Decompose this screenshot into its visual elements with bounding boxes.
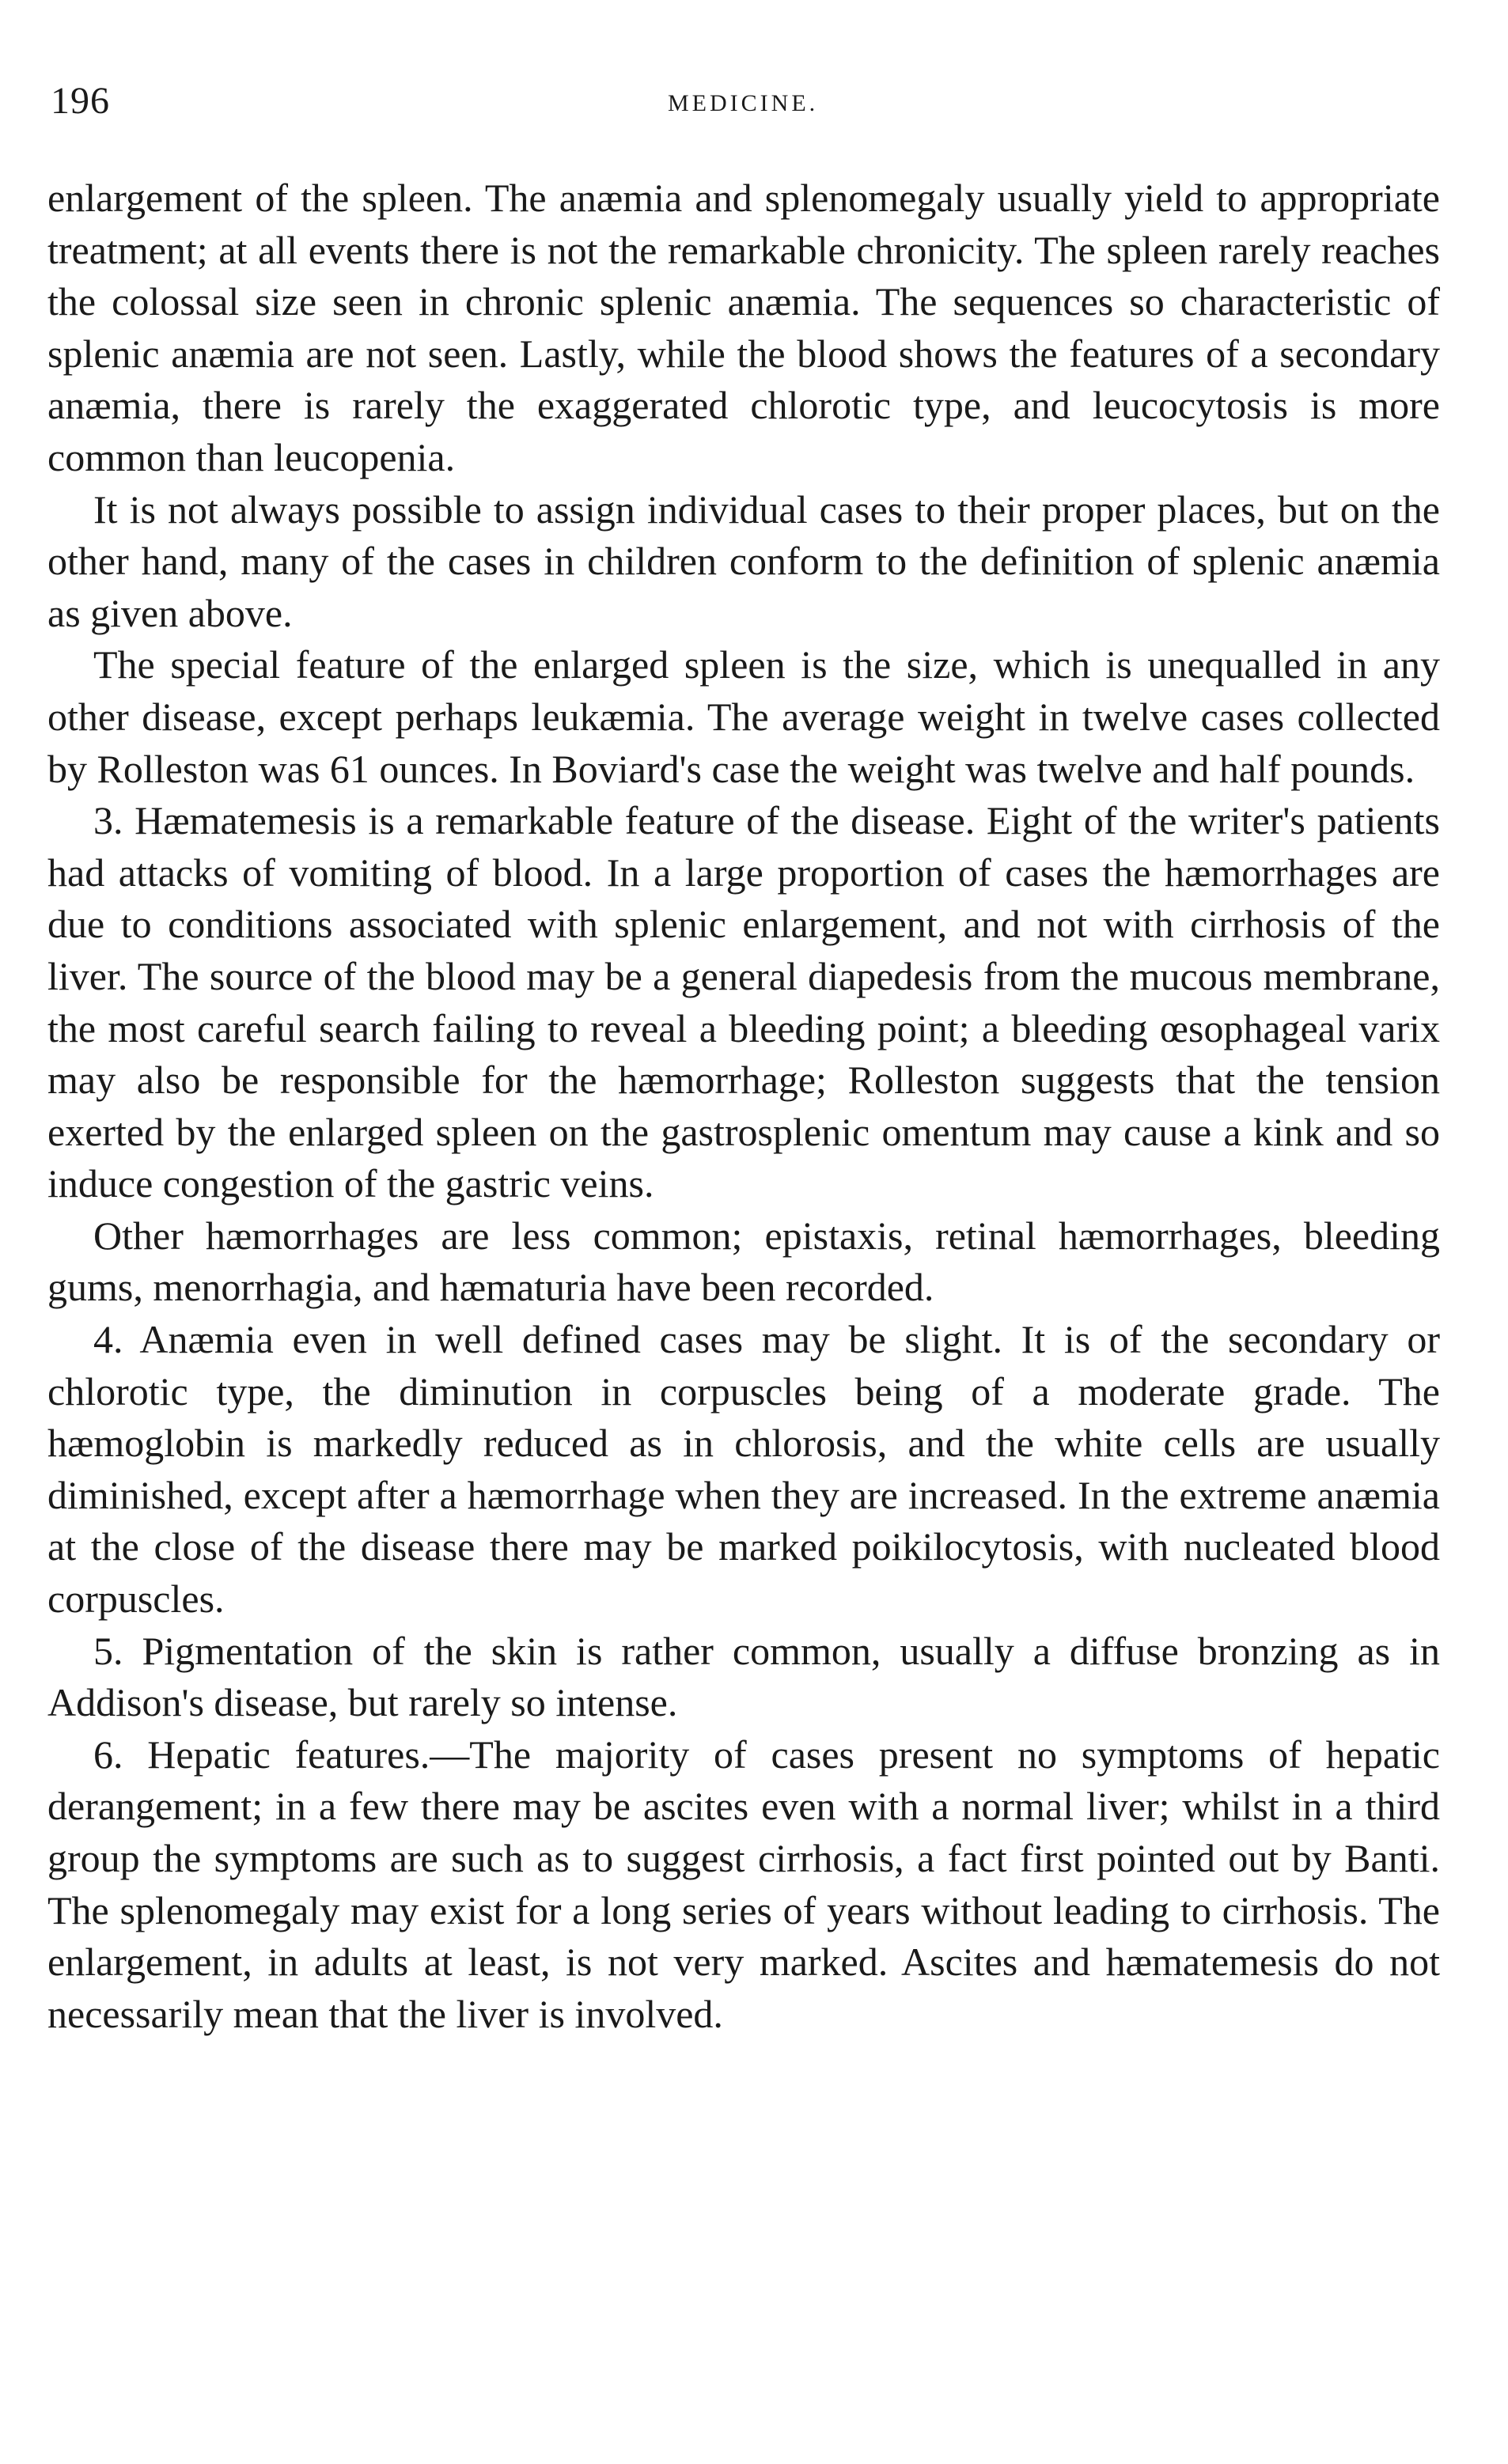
paragraph: 6. Hepatic features.—The majority of cases present no symptoms of hepatic derangement; in a few there may be ascites even with a normal liver; whilst in a third group the symptoms are such as to suggest cirrhosis, a fact first pointed out by Banti. The splenomegaly may exist for a long series of years without leading to cirrhosis. The enlargement, in adults at least, is not very marked. Ascites and hæmatemesis do not necessarily mean that the liver is involved. (47, 1732, 1440, 2036)
paragraph: It is not always possible to assign individual cases to their proper places, but on the other hand, many of the cases in children conform to the definition of splenic anæmia as given above. (47, 486, 1440, 635)
page-number: 196 (51, 80, 110, 122)
paragraph-continued: enlargement of the spleen. The anæmia and splenomegaly usually yield to appropriate treatment; at all events there is not the remarkable chronicity. The spleen rarely reaches the colossal size seen in chronic splenic anæmia. The sequences so characteristic of splenic anæmia are not seen. Lastly, while the blood shows the features of a secondary anæmia, there is rarely the exaggerated chlorotic type, and leucocytosis is more common than leucopenia. (47, 176, 1440, 479)
paragraph: 5. Pigmentation of the skin is rather common, usually a diffuse bronzing as in Addison's disease, but rarely so intense. (47, 1628, 1440, 1725)
paragraph: The special feature of the enlarged spleen is the size, which is unequalled in any other disease, except perhaps leukæmia. The average weight in twelve cases collected by Rolleston was 61 ounces. In Boviard's case the weight was twelve and half pounds. (47, 642, 1440, 791)
paragraph: 3. Hæmatemesis is a remarkable feature of the disease. Eight of the writer's patients had attacks of vomiting of blood. In a large proportion of cases the hæmorrhages are due to conditions associated with splenic enlargement, and not with cirrhosis of the liver. The source of the blood may be a general diapedesis from the mucous membrane, the most careful search failing to reveal a bleeding point; a bleeding œsophageal varix may also be responsible for the hæmorrhage; Rolleston suggests that the tension exerted by the enlarged spleen on the gastrosplenic omentum may cause a kink and so induce congestion of the gastric veins. (47, 798, 1440, 1206)
running-head: MEDICINE. (668, 90, 819, 116)
page-header (51, 79, 1461, 127)
paragraph: Other hæmorrhages are less common; epistaxis, retinal hæmorrhages, bleeding gums, menorrhagia, and hæmaturia have been recorded. (47, 1213, 1440, 1310)
body-text (47, 172, 1440, 2040)
paragraph: 4. Anæmia even in well defined cases may be slight. It is of the secondary or chlorotic type, the diminution in corpuscles being of a moderate grade. The hæmoglobin is markedly reduced as in chlorosis, and the white cells are usually diminished, except after a hæmorrhage when they are increased. In the extreme anæmia at the close of the disease there may be marked poikilocytosis, with nucleated blood corpuscles. (47, 1317, 1440, 1622)
